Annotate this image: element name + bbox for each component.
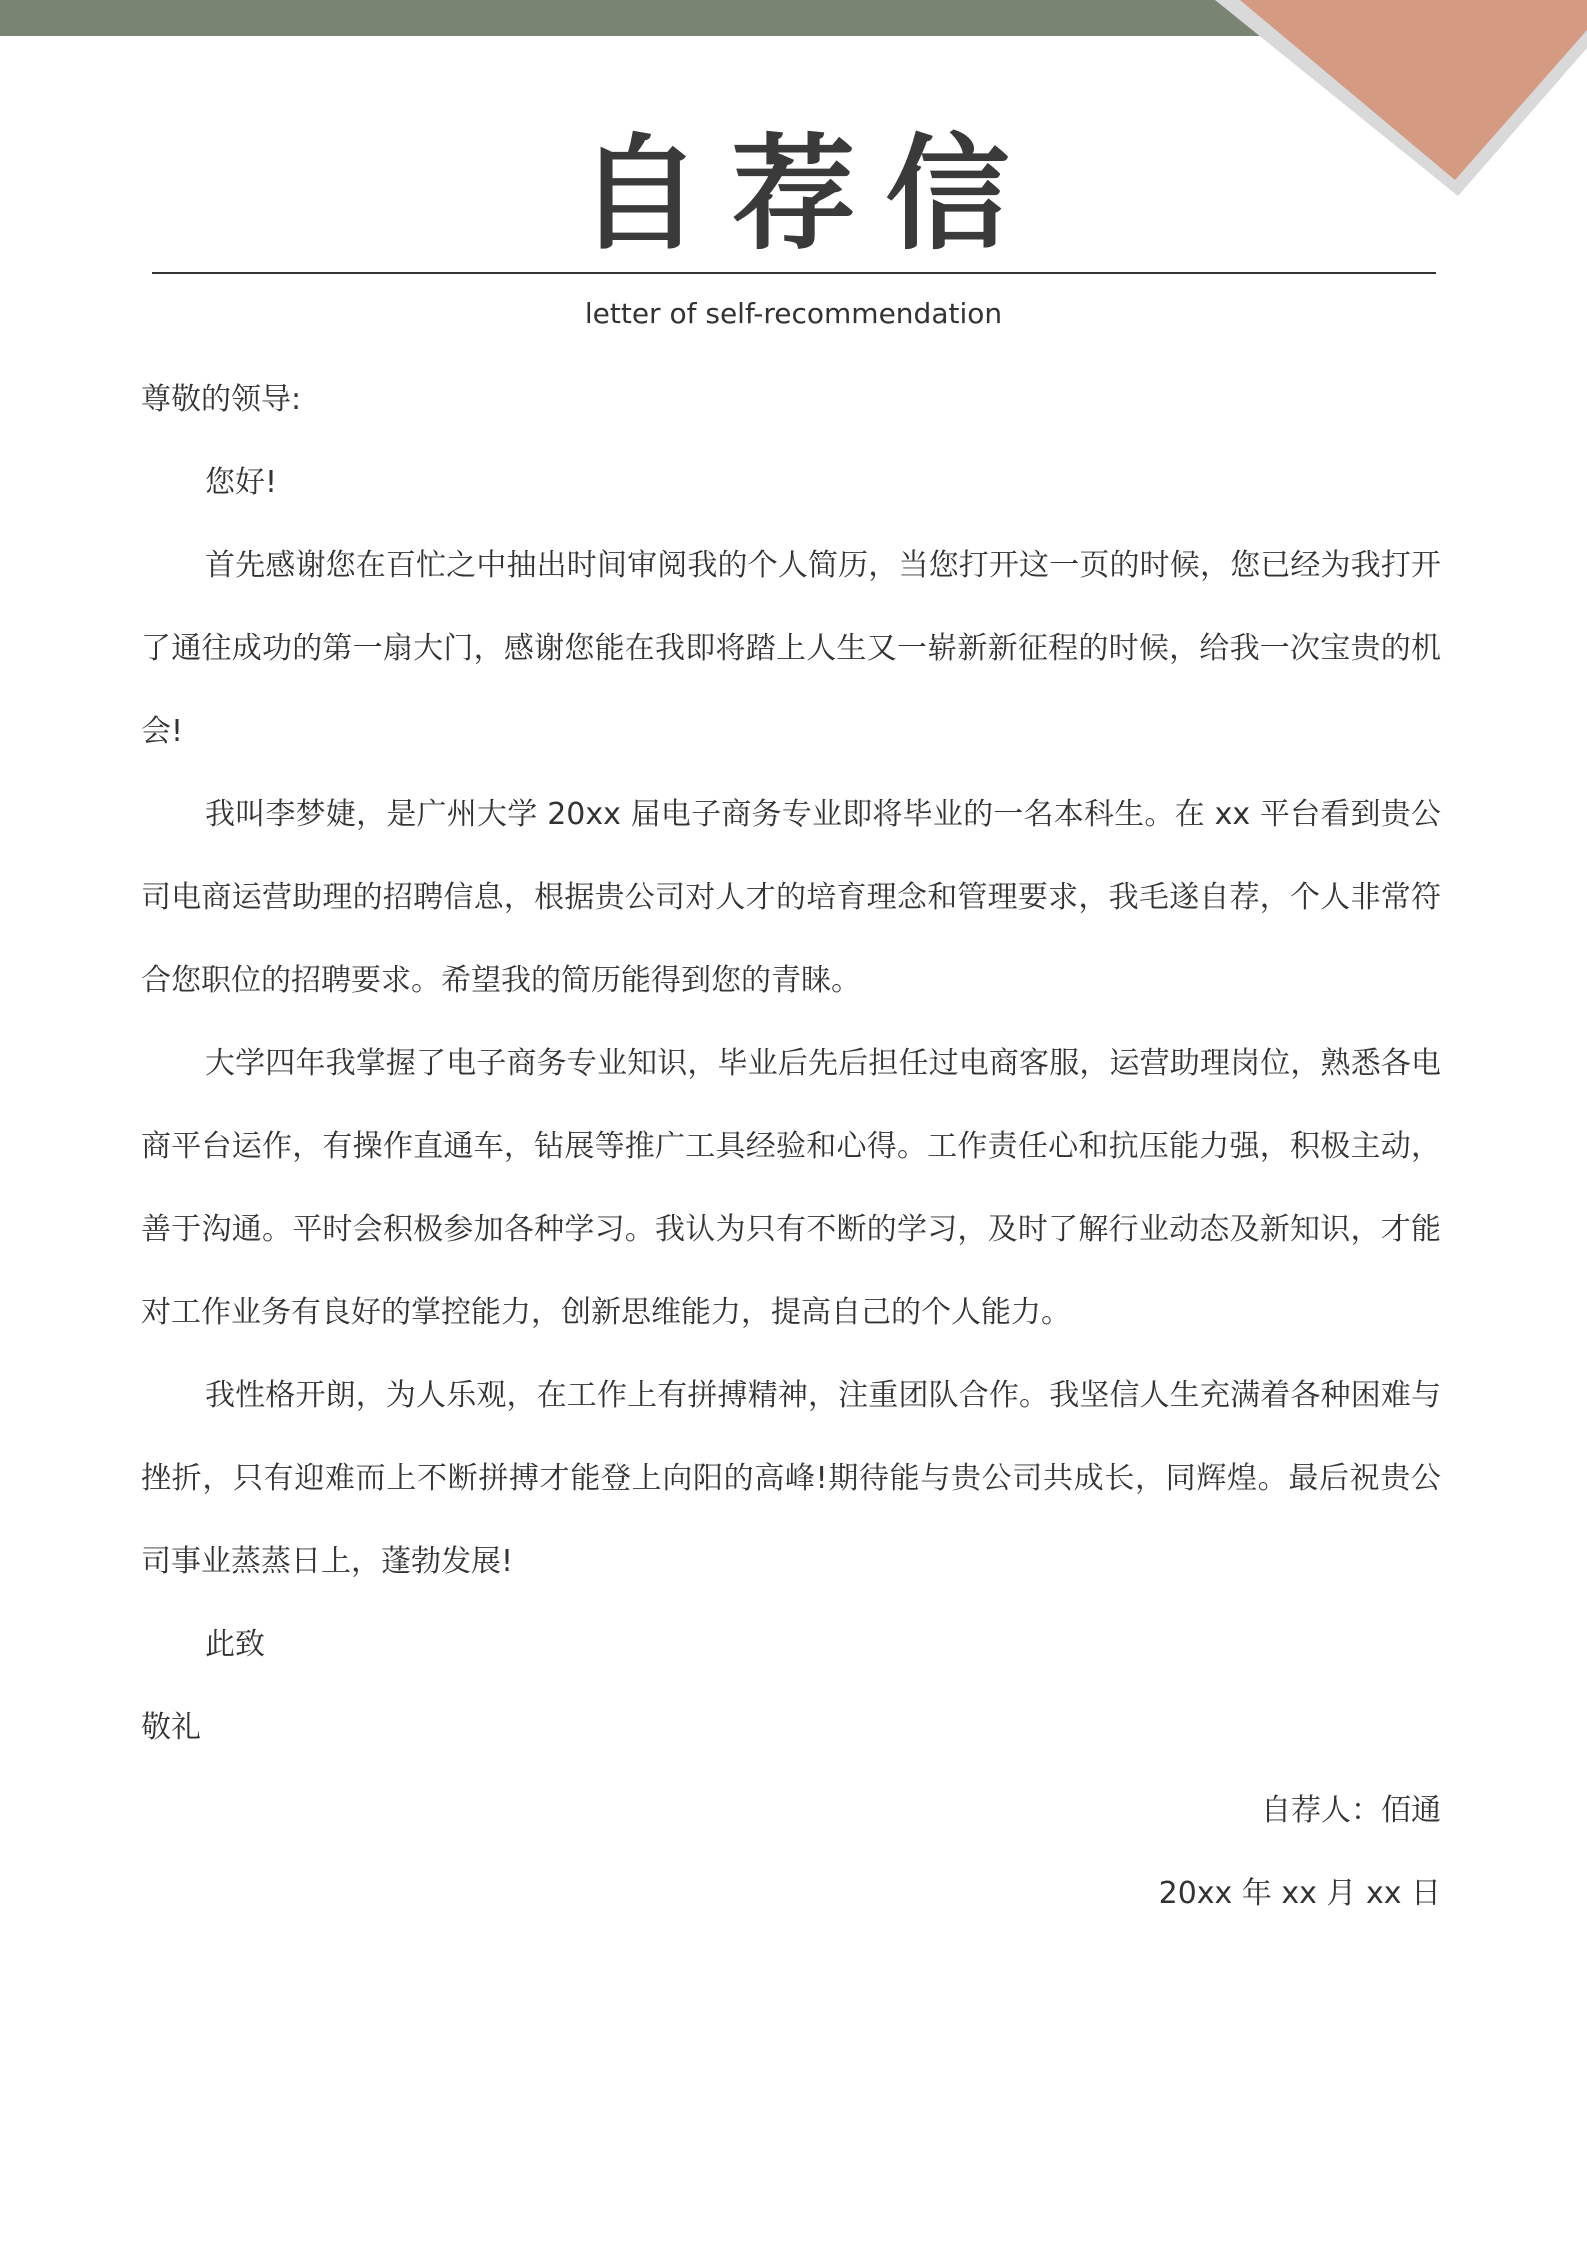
paragraph-3: 大学四年我掌握了电子商务专业知识，毕业后先后担任过电商客服，运营助理岗位，熟悉各电商平台运作，有操作直通车，钻展等推广工具经验和心得。工作责任心和抗压能力强，积极主动，善于沟通。平时会积极参加各种学习。我认为只有不断的学习，及时了解行业动态及新知识，才能对工作业务有良好的掌控能力，创新思维能力，提高自己的个人能力。 [141,1046,1441,1330]
paragraph-1: 首先感谢您在百忙之中抽出时间审阅我的个人简历，当您打开这一页的时候，您已经为我打开了通往成功的第一扇大门，感谢您能在我即将踏上人生又一崭新新征程的时候，给我一次宝贵的机会! [141,548,1441,749]
signature: 自荐人：佰通 [1261,1793,1441,1828]
closing-line: 此致 [205,1627,265,1662]
page-title: 自荐信 [577,123,1040,267]
greeting: 您好! [205,465,278,500]
paragraph-4: 我性格开朗，为人乐观，在工作上有拼搏精神，注重团队合作。我坚信人生充满着各种困难与挫折，只有迎难而上不断拼搏才能登上向阳的高峰!期待能与贵公司共成长，同辉煌。最后祝贵公司事业蒸蒸日上，蓬勃发展! [141,1378,1441,1579]
salutation: 尊敬的领导: [141,382,302,417]
title-divider [152,272,1436,274]
letter-body [141,358,1441,1935]
paragraph-2: 我叫李梦婕，是广州大学 20xx 届电子商务专业即将毕业的一名本科生。在 xx 平台看到贵公司电商运营助理的招聘信息，根据贵公司对人才的培育理念和管理要求，我毛遂自荐，个人非常符合您职位的招聘要求。希望我的简历能得到您的青睐。 [141,797,1441,998]
page-subtitle: letter of self-recommendation [584,297,1003,330]
top-color-band [0,0,1587,36]
regards-line: 敬礼 [141,1710,201,1745]
letter-date: 20xx 年 xx 月 xx 日 [1158,1876,1441,1911]
